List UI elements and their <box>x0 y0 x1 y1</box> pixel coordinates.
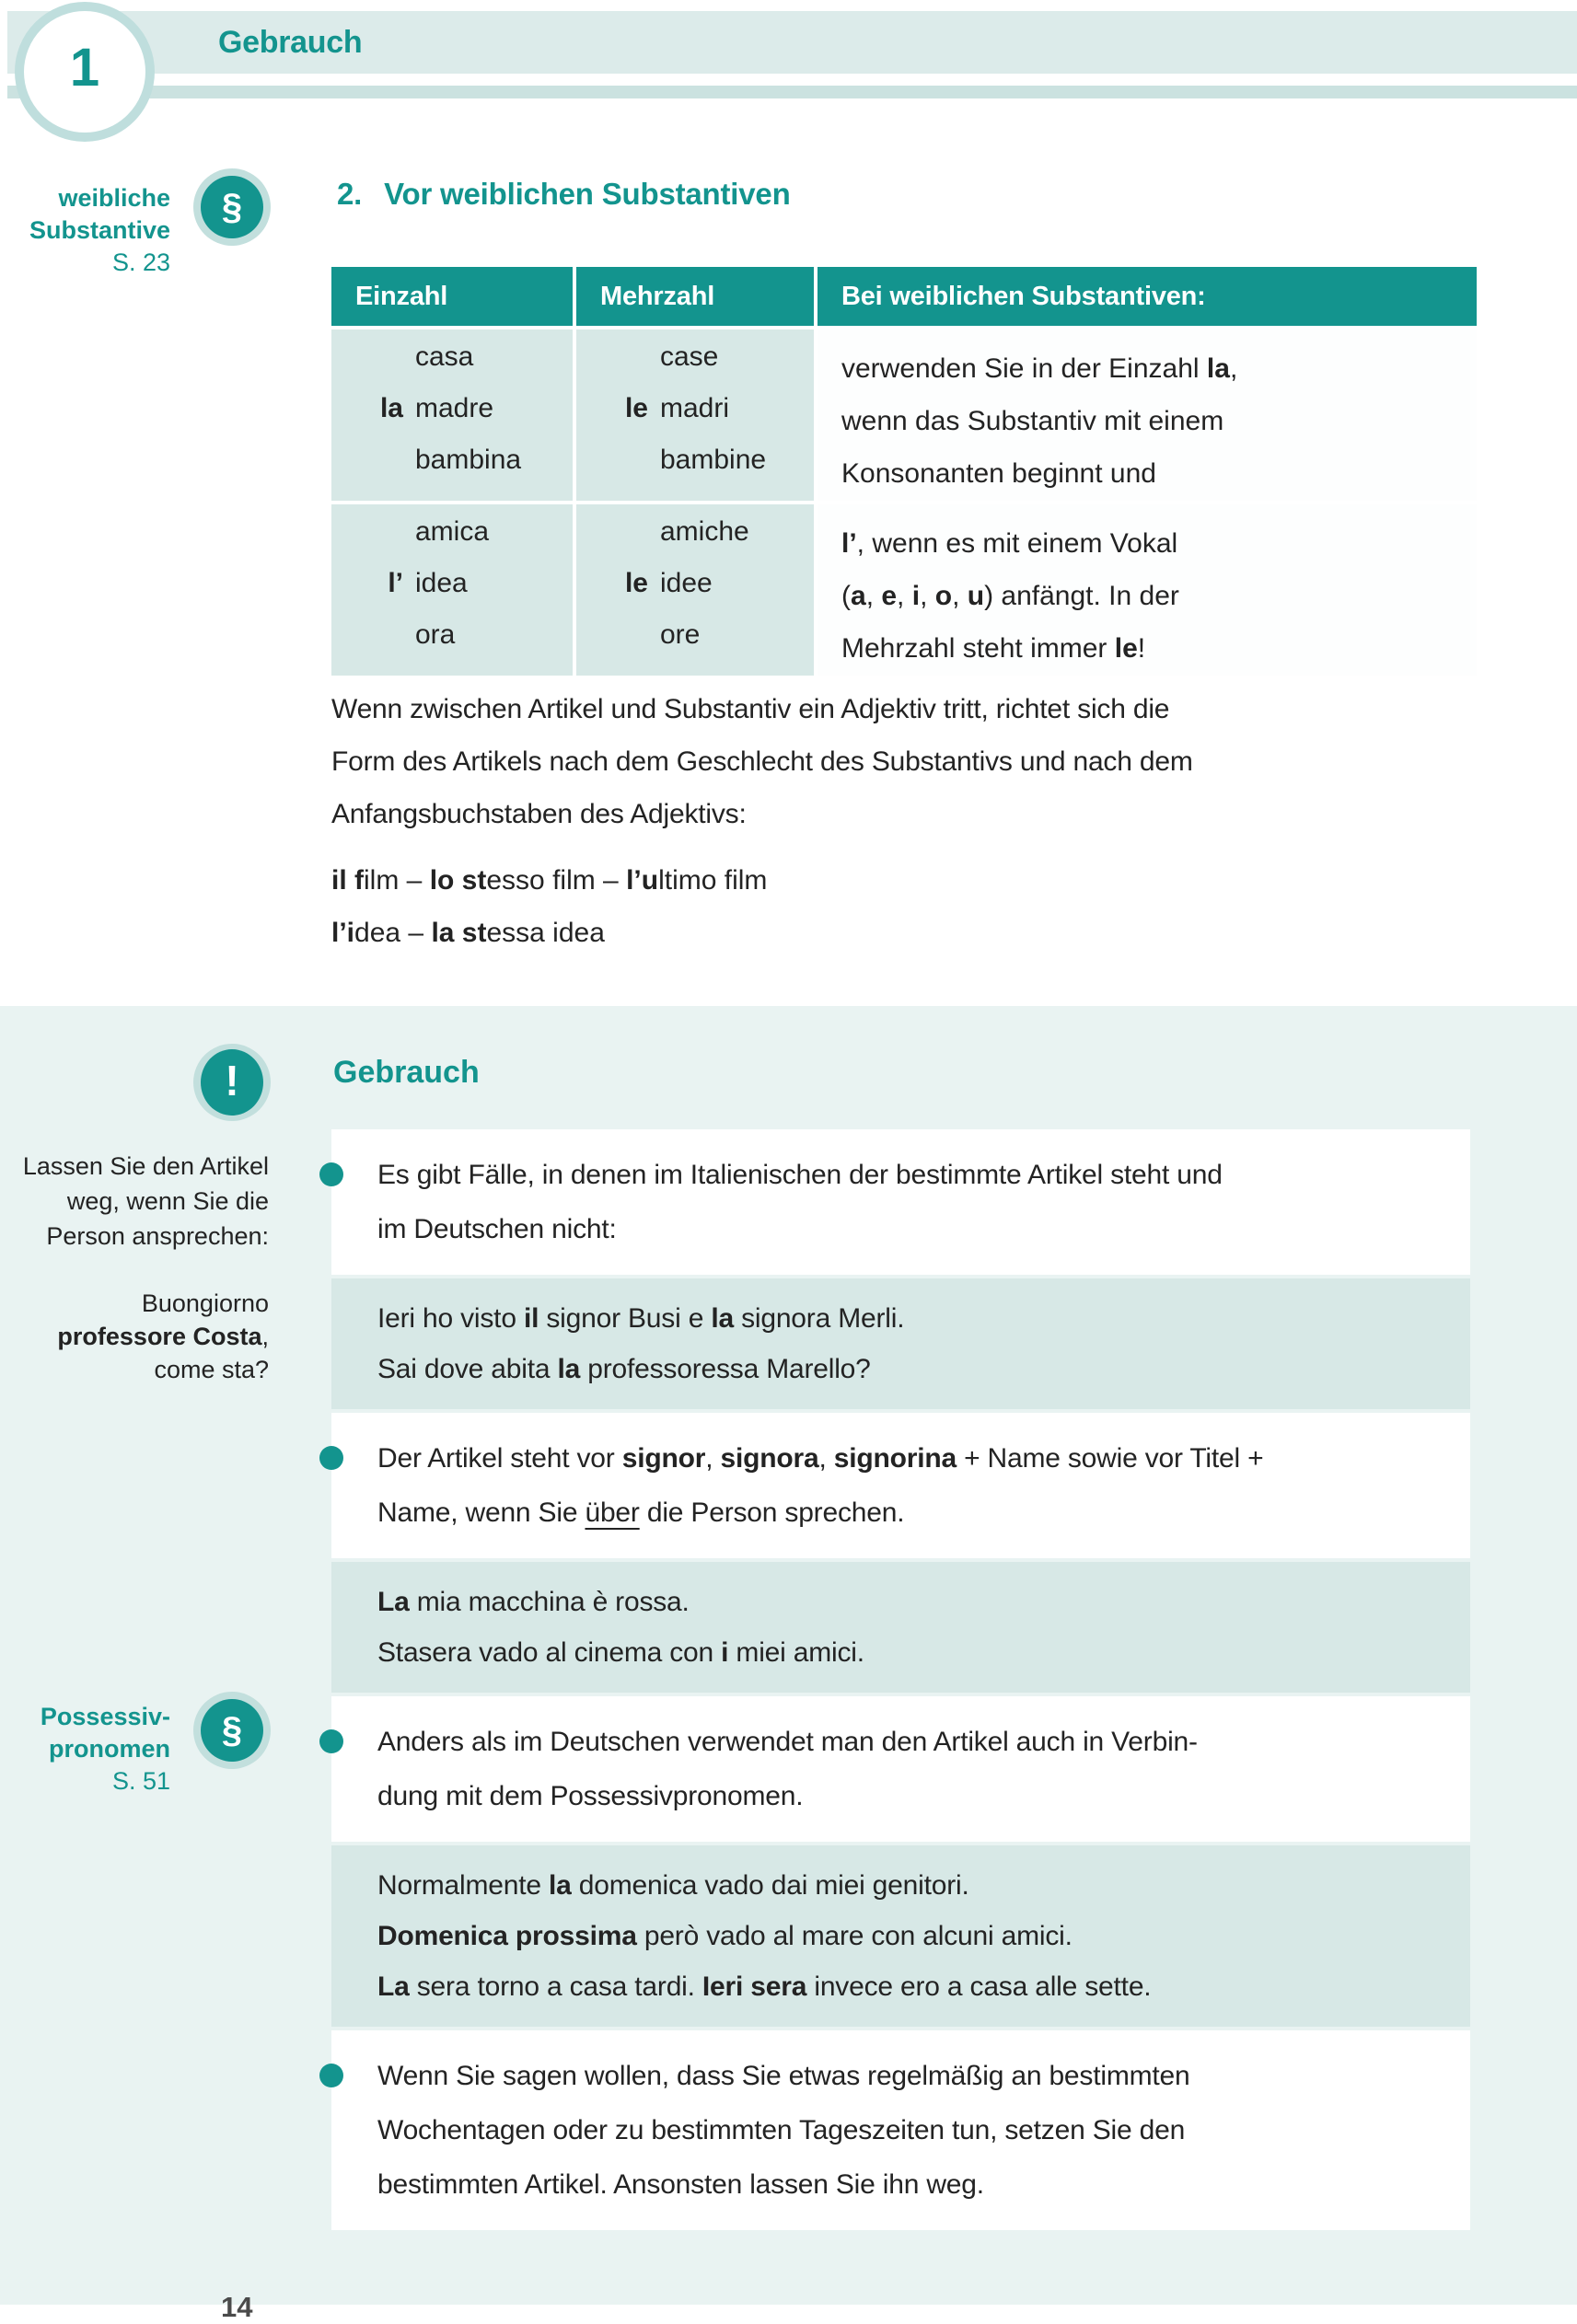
table-rule-description: l’, wenn es mit einem Vokal (a, e, i, o, u) anfängt. In der Mehrzahl steht immer le! <box>817 504 1477 676</box>
example-box: Ieri ho visto il signor Busi e la signora Merli. Sai dove abita la professoressa Marello? <box>331 1278 1470 1409</box>
section-title: Vor weiblichen Substantiven <box>384 177 791 211</box>
bullet-icon <box>319 1729 343 1753</box>
margin-topic-page-ref: S. 23 <box>111 249 170 276</box>
table-row <box>576 504 814 676</box>
table-rule-description: verwenden Sie in der Einzahl la, wenn das Substantiv mit einem Konsonanten beginnt und <box>817 330 1477 501</box>
chapter-number-badge <box>15 2 155 142</box>
warning-icon <box>193 1044 271 1121</box>
paragraph-icon-glyph: § <box>201 176 263 238</box>
word-list: case madri bambine <box>660 341 767 475</box>
article-table <box>331 267 1477 676</box>
article-plural: le <box>624 568 648 598</box>
article-singular: l’ <box>388 568 403 598</box>
article-singular: la <box>379 393 403 423</box>
paragraph-icon <box>193 168 271 246</box>
adjective-rule-examples: il film – lo stesso film – l’ultimo film l’idea – la stessa idea <box>331 865 768 948</box>
chapter-banner-underline <box>7 86 1577 98</box>
article-plural: le <box>624 393 648 423</box>
table-row <box>331 330 573 501</box>
section-heading-2 <box>337 177 791 212</box>
section-number: 2. <box>337 177 363 211</box>
paragraph-icon-glyph: § <box>201 1699 263 1762</box>
chapter-number: 1 <box>69 37 100 98</box>
bullet-icon <box>319 1446 343 1470</box>
table-row <box>331 504 573 676</box>
margin-topic-weibliche-substantive <box>0 182 170 279</box>
word-list: casa madre bambina <box>415 341 522 475</box>
table-row <box>576 330 814 501</box>
margin-note-artikel-weglassen: Lassen Sie den Artikel weg, wenn Sie die Person ansprechen: <box>22 1152 269 1250</box>
margin-topic-label: weibliche Substantive <box>29 184 170 244</box>
example-box: La mia macchina è rossa. Stasera vado al cinema con i miei amici. <box>331 1562 1470 1693</box>
word-list: amica idea ora <box>415 516 490 650</box>
bullet-icon <box>319 2064 343 2087</box>
word-list: amiche idee ore <box>660 516 749 650</box>
margin-note-example: Buongiorno professore Costa, come sta? <box>57 1289 269 1383</box>
margin-topic-possessivpronomen <box>0 1701 170 1798</box>
table-header-einzahl: Einzahl <box>331 267 573 326</box>
table-header-mehrzahl: Mehrzahl <box>576 267 814 326</box>
margin-topic-page-ref: S. 51 <box>111 1767 170 1795</box>
paragraph-icon <box>193 1692 271 1769</box>
margin-topic-label: Possessiv- pronomen <box>40 1703 170 1763</box>
rule-box: Es gibt Fälle, in denen im Italienischen der bestimmte Artikel steht und im Deutschen nicht: <box>331 1129 1470 1275</box>
example-box: Normalmente la domenica vado dai miei genitori. Domenica prossima però vado al mare con alcuni amici. La sera torno a casa tardi. Ieri sera invece ero a casa alle sette. <box>331 1845 1470 2027</box>
rule-box: Anders als im Deutschen verwendet man den Artikel auch in Verbin- dung mit dem Possessivpronomen. <box>331 1696 1470 1842</box>
bullet-icon <box>319 1162 343 1186</box>
gebrauch-heading: Gebrauch <box>333 1055 480 1090</box>
rule-box: Wenn Sie sagen wollen, dass Sie etwas regelmäßig an bestimmten Wochentagen oder zu bestimmten Tageszeiten tun, setzen Sie den bestimmten Artikel. Ansonsten lassen Sie ihn weg. <box>331 2030 1470 2230</box>
chapter-title: Gebrauch <box>218 25 363 60</box>
page-number: 14 <box>221 2291 253 2323</box>
gebrauch-blocks <box>331 1129 1470 2230</box>
rule-box: Der Artikel steht vor signor, signora, signorina + Name sowie vor Titel + Name, wenn Sie über die Person sprechen. <box>331 1413 1470 1558</box>
table-header-description: Bei weiblichen Substantiven: <box>817 267 1477 326</box>
adjective-rule-paragraph: Wenn zwischen Artikel und Substantiv ein Adjektiv tritt, richtet sich die Form des Artikels nach dem Geschlecht des Substantivs und nach dem Anfangsbuchstaben des Adjektivs: <box>331 694 1193 829</box>
warning-icon-glyph: ! <box>201 1049 263 1116</box>
